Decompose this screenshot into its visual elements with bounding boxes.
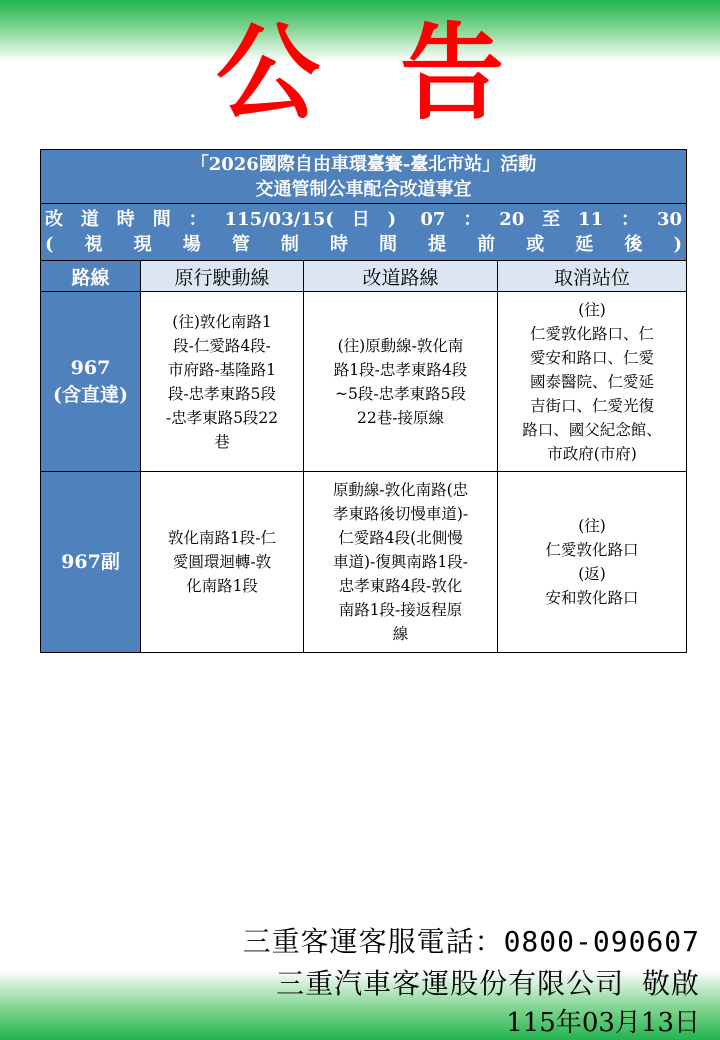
text-line: 原動線-敦化南路(忠: [332, 481, 469, 499]
text-line: 仁愛敦化路口、仁: [530, 324, 655, 343]
text-line: (往)敦化南路1: [172, 312, 272, 331]
table-row: [41, 472, 687, 653]
table-title-line1: 「2026國際自由車環臺賽-臺北市站」活動: [190, 153, 537, 175]
table-row: [41, 292, 687, 472]
text-line: 線: [392, 625, 409, 643]
detour-time-line1: 改道時間：115/03/15(日) 07：20至11：30: [45, 209, 683, 230]
text-line: 忠孝東路4段-敦化: [338, 577, 463, 595]
route-number: 967: [70, 356, 111, 379]
text-line: 吉街口、仁愛光復: [530, 396, 655, 415]
text-line: 路口、國父紀念館、: [522, 420, 662, 439]
table-title: [41, 150, 687, 204]
text-line: ~5段-忠孝東路5段: [335, 384, 466, 403]
detour-table: [40, 149, 687, 653]
text-line: (往): [578, 517, 606, 535]
detour-route-cell: [304, 472, 498, 653]
text-line: 南路1段-接返程原: [338, 601, 463, 619]
text-line: 路1段-忠孝東路4段: [333, 360, 468, 379]
column-header-cancelled: 取消站位: [498, 261, 687, 292]
detour-time-line2: (視現場管制時間提前或延後): [45, 234, 683, 255]
text-line: 仁愛路4段(北側慢: [338, 529, 463, 547]
original-route-cell: [141, 292, 304, 472]
company-signature: 三重汽車客運股份有限公司 敬啟: [276, 967, 700, 1000]
text-line: 安和敦化路口: [545, 589, 639, 607]
notice-date: 115年03月13日: [506, 1008, 700, 1038]
text-line: 孝東路後切慢車道)-: [332, 505, 469, 523]
detour-route-cell: [304, 292, 498, 472]
text-line: (返): [578, 565, 606, 583]
text-line: 化南路1段: [186, 577, 258, 595]
text-line: 國泰醫院、仁愛延: [530, 372, 655, 391]
service-phone: 三重客運客服電話：0800-090607: [242, 925, 700, 958]
column-header-detour: 改道路線: [304, 261, 498, 292]
route-cell: [41, 472, 141, 653]
table-title-line2: 交通管制公車配合改道事宜: [255, 178, 472, 200]
text-line: 愛安和路口、仁愛: [530, 348, 655, 367]
text-line: 市政府(市府): [547, 444, 637, 463]
text-line: 段-仁愛路4段-: [173, 336, 271, 355]
text-line: 市府路-基隆路1: [167, 360, 277, 379]
text-line: 愛圓環迴轉-敦: [172, 553, 272, 571]
text-line: 仁愛敦化路口: [545, 541, 639, 559]
column-header-route: 路線: [41, 261, 141, 292]
cancelled-stops-cell: [498, 292, 687, 472]
route-note: (含直達): [53, 383, 128, 406]
notice-title: 公告: [215, 11, 584, 134]
text-line: (往): [578, 300, 606, 319]
text-line: 巷: [214, 432, 230, 451]
original-route-cell: [141, 472, 304, 653]
text-line: (往)原動線-敦化南: [337, 336, 464, 355]
route-cell: [41, 292, 141, 472]
text-line: 車道)-復興南路1段-: [333, 553, 468, 571]
text-line: 敦化南路1段-仁: [167, 529, 277, 547]
text-line: 段-忠孝東路5段: [167, 384, 277, 403]
column-header-original: 原行駛動線: [141, 261, 304, 292]
detour-time: [41, 204, 687, 261]
cancelled-stops-cell: [498, 472, 687, 653]
text-line: -忠孝東路5段22: [165, 408, 279, 427]
route-number: 967副: [61, 550, 120, 573]
text-line: 22巷-接原線: [357, 408, 444, 427]
